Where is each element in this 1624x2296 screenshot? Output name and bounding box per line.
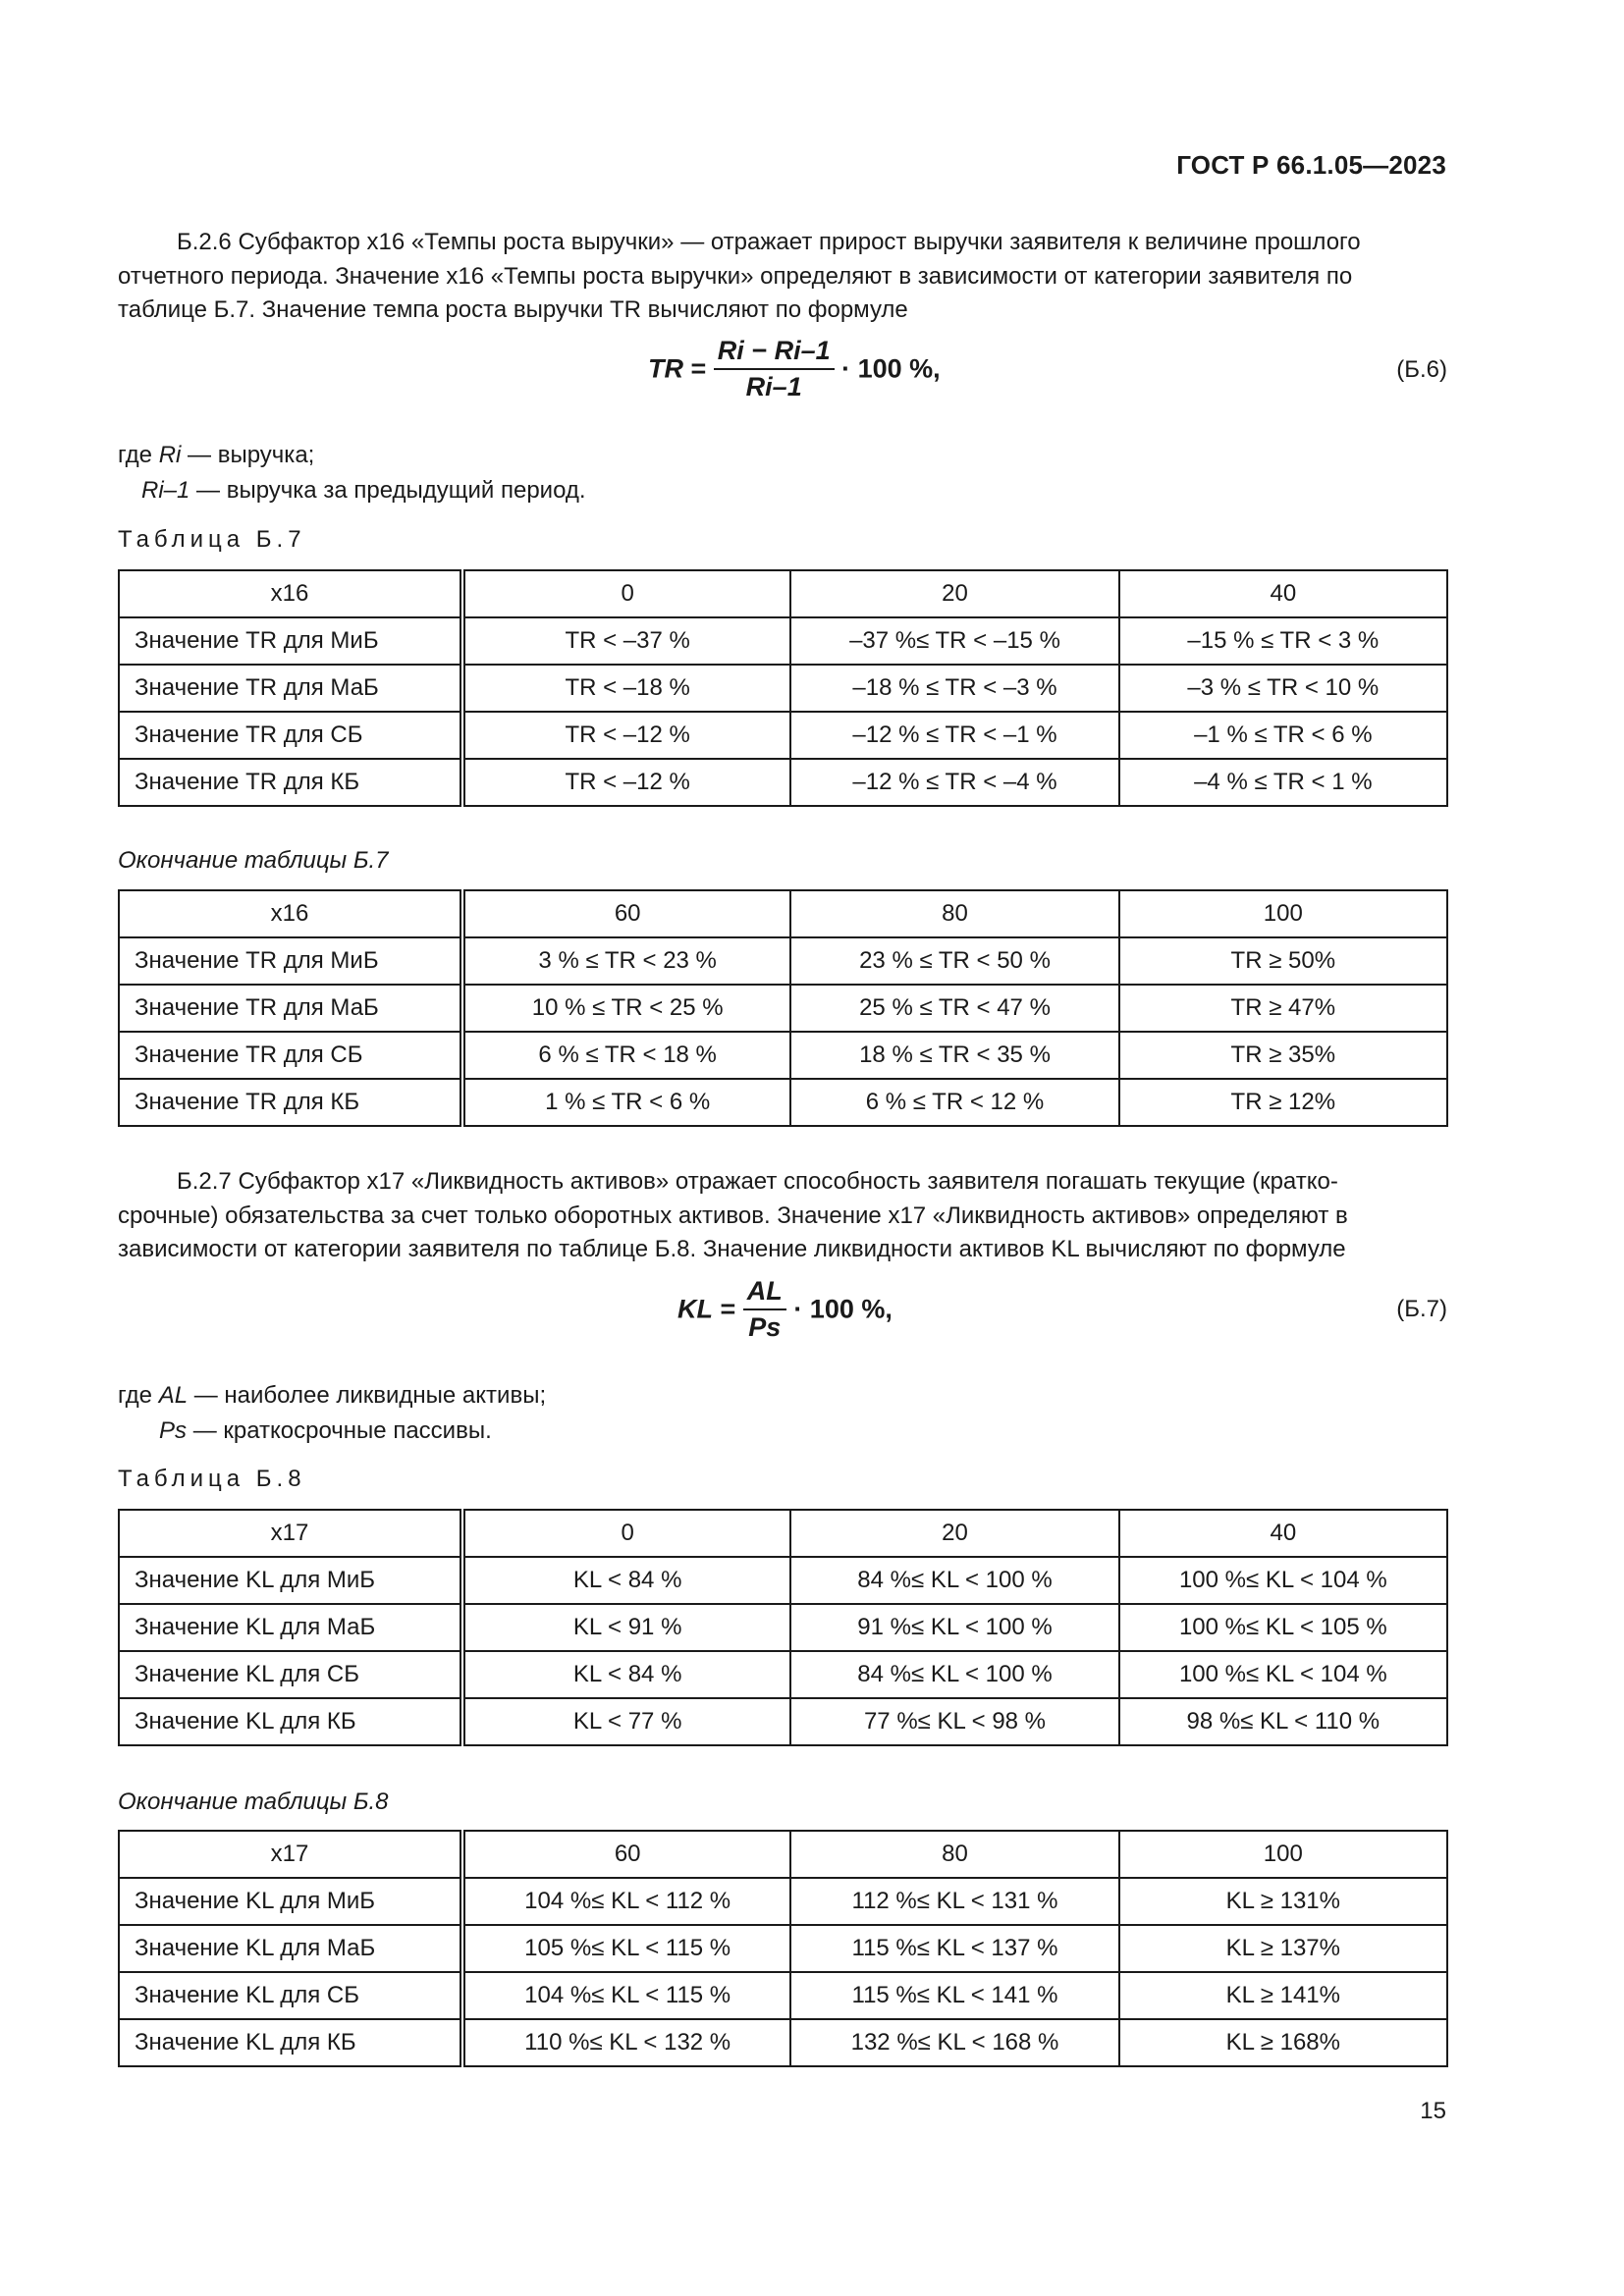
paragraph-line: таблице Б.7. Значение темпа роста выручки TR вычисляют по формуле (118, 296, 908, 323)
formula-tail: · 100 %, (841, 353, 941, 384)
formula-lhs: TR (648, 353, 683, 384)
table-row-label: Значение TR для СБ (119, 712, 462, 759)
table-header-cell: 0 (462, 1510, 790, 1557)
table-header-cell: 80 (790, 1831, 1118, 1878)
paragraph-line: Б.2.7 Субфактор x17 «Ликвидность активов» отражает способность заявителя погашать текущие (кратко- (177, 1168, 1338, 1195)
table-cell: –37 %≤ TR < –15 % (790, 617, 1118, 665)
table-row-label: Значение KL для СБ (119, 1972, 462, 2019)
table-caption-continued: Окончание таблицы Б.7 (118, 847, 389, 874)
table-header-label: x16 (119, 570, 462, 617)
where-symbol: Ri–1 (141, 477, 190, 504)
table-header-cell: 100 (1119, 890, 1447, 937)
table-header-cell: 40 (1119, 570, 1447, 617)
where-list-b6 (118, 438, 586, 508)
table-row (119, 1972, 1447, 2019)
equation-number: (Б.6) (1396, 356, 1447, 383)
table-row (119, 665, 1447, 712)
table-cell: –12 % ≤ TR < –4 % (790, 759, 1118, 806)
table-header-label: x17 (119, 1831, 462, 1878)
table-cell: 110 %≤ KL < 132 % (462, 2019, 790, 2066)
table-cell: 98 %≤ KL < 110 % (1119, 1698, 1447, 1745)
table-row-label: Значение TR для СБ (119, 1032, 462, 1079)
table-row (119, 937, 1447, 985)
formula-lhs: KL (677, 1294, 713, 1324)
formula-denominator: Ri–1 (745, 372, 802, 401)
table-row-label: Значение TR для КБ (119, 759, 462, 806)
table-caption: Таблица Б.8 (118, 1466, 306, 1492)
table-cell: KL < 84 % (462, 1651, 790, 1698)
table-row-label: Значение KL для КБ (119, 2019, 462, 2066)
table-cell: –12 % ≤ TR < –1 % (790, 712, 1118, 759)
paragraph-line: срочные) обязательства за счет только оборотных активов. Значение x17 «Ликвидность активов» определяют в (118, 1201, 1348, 1229)
paragraph-b27 (118, 1165, 1448, 1267)
table-cell: –18 % ≤ TR < –3 % (790, 665, 1118, 712)
where-symbol: Ri (158, 442, 182, 468)
table-cell: 100 %≤ KL < 104 % (1119, 1651, 1447, 1698)
table-cell: TR < –18 % (462, 665, 790, 712)
table-cell: TR ≥ 35% (1119, 1032, 1447, 1079)
table-cell: 3 % ≤ TR < 23 % (462, 937, 790, 985)
where-symbol: Ps (159, 1417, 188, 1444)
page-number: 15 (1420, 2098, 1446, 2124)
table-cell: KL ≥ 141% (1119, 1972, 1447, 2019)
table-cell: 25 % ≤ TR < 47 % (790, 985, 1118, 1032)
table-cell: 6 % ≤ TR < 18 % (462, 1032, 790, 1079)
table-row (119, 1698, 1447, 1745)
table-header-cell: 0 (462, 570, 790, 617)
table-cell: 132 %≤ KL < 168 % (790, 2019, 1118, 2066)
table-row-label: Значение TR для МиБ (119, 937, 462, 985)
where-item: где Ri — выручка; (118, 442, 315, 468)
table-row-label: Значение KL для МаБ (119, 1925, 462, 1972)
table-row (119, 985, 1447, 1032)
table-cell: 115 %≤ KL < 141 % (790, 1972, 1118, 2019)
table-b7-continued (118, 889, 1448, 1127)
formula-b7: KL = $\frac{AL}{Ps}$ · 100 %, (677, 1276, 893, 1342)
table-cell: KL ≥ 131% (1119, 1878, 1447, 1925)
table-row (119, 712, 1447, 759)
paragraph-b26 (118, 226, 1448, 328)
table-header-cell: 100 (1119, 1831, 1447, 1878)
table-row-label: Значение TR для МаБ (119, 985, 462, 1032)
table-row-label: Значение KL для СБ (119, 1651, 462, 1698)
table-cell: 91 %≤ KL < 100 % (790, 1604, 1118, 1651)
equation-number: (Б.7) (1396, 1296, 1447, 1322)
table-cell: 100 %≤ KL < 104 % (1119, 1557, 1447, 1604)
formula-b6: TR = $\frac{Ri - Ri-1}{Ri-1}$ · 100 %, (648, 336, 941, 401)
table-row (119, 1925, 1447, 1972)
table-row-label: Значение TR для МаБ (119, 665, 462, 712)
table-cell: KL < 77 % (462, 1698, 790, 1745)
table-b7 (118, 569, 1448, 807)
table-row (119, 2019, 1447, 2066)
formula-tail: · 100 %, (793, 1294, 893, 1324)
table-cell: 1 % ≤ TR < 6 % (462, 1079, 790, 1126)
table-row (119, 1557, 1447, 1604)
table-caption-continued: Окончание таблицы Б.8 (118, 1789, 389, 1815)
where-list-b7 (118, 1378, 546, 1449)
table-cell: TR ≥ 47% (1119, 985, 1447, 1032)
paragraph-line: зависимости от категории заявителя по таблице Б.8. Значение ликвидности активов KL вычисляют по формуле (118, 1236, 1346, 1262)
table-header-row (119, 1510, 1447, 1557)
table-cell: –1 % ≤ TR < 6 % (1119, 712, 1447, 759)
table-cell: TR < –37 % (462, 617, 790, 665)
table-header-cell: 60 (462, 1831, 790, 1878)
table-cell: KL ≥ 137% (1119, 1925, 1447, 1972)
table-b8 (118, 1509, 1448, 1746)
table-cell: –15 % ≤ TR < 3 % (1119, 617, 1447, 665)
table-header-cell: 60 (462, 890, 790, 937)
table-header-label: x17 (119, 1510, 462, 1557)
table-header-row (119, 890, 1447, 937)
table-cell: 105 %≤ KL < 115 % (462, 1925, 790, 1972)
table-row-label: Значение TR для КБ (119, 1079, 462, 1126)
table-header-cell: 20 (790, 1510, 1118, 1557)
table-cell: TR < –12 % (462, 759, 790, 806)
paragraph-line: отчетного периода. Значение x16 «Темпы роста выручки» определяют в зависимости от категории заявителя по (118, 262, 1353, 290)
table-cell: 115 %≤ KL < 137 % (790, 1925, 1118, 1972)
table-cell: 112 %≤ KL < 131 % (790, 1878, 1118, 1925)
table-header-cell: 40 (1119, 1510, 1447, 1557)
table-row (119, 617, 1447, 665)
formula-numerator: AL (743, 1276, 786, 1310)
table-row (119, 759, 1447, 806)
table-header-label: x16 (119, 890, 462, 937)
table-cell: TR ≥ 50% (1119, 937, 1447, 985)
table-cell: 100 %≤ KL < 105 % (1119, 1604, 1447, 1651)
paragraph-line: Б.2.6 Субфактор x16 «Темпы роста выручки» — отражает прирост выручки заявителя к величине прошлого (177, 229, 1361, 255)
table-row-label: Значение KL для КБ (119, 1698, 462, 1745)
table-row (119, 1651, 1447, 1698)
table-cell: –3 % ≤ TR < 10 % (1119, 665, 1447, 712)
table-row-label: Значение TR для МиБ (119, 617, 462, 665)
where-item: Ps — краткосрочные пассивы. (159, 1417, 492, 1444)
table-cell: 104 %≤ KL < 115 % (462, 1972, 790, 2019)
table-cell: KL < 84 % (462, 1557, 790, 1604)
table-row (119, 1604, 1447, 1651)
table-cell: 84 %≤ KL < 100 % (790, 1557, 1118, 1604)
table-cell: 77 %≤ KL < 98 % (790, 1698, 1118, 1745)
where-symbol: AL (158, 1382, 189, 1409)
table-caption: Таблица Б.7 (118, 526, 306, 553)
where-item: Ri–1 — выручка за предыдущий период. (141, 477, 586, 504)
table-cell: 6 % ≤ TR < 12 % (790, 1079, 1118, 1126)
table-cell: 84 %≤ KL < 100 % (790, 1651, 1118, 1698)
table-cell: 23 % ≤ TR < 50 % (790, 937, 1118, 985)
formula-fraction (743, 1276, 786, 1343)
table-row-label: Значение KL для МиБ (119, 1557, 462, 1604)
formula-numerator: Ri − Ri–1 (714, 336, 835, 370)
table-cell: –4 % ≤ TR < 1 % (1119, 759, 1447, 806)
document-id: ГОСТ Р 66.1.05—2023 (1176, 150, 1446, 180)
table-header-row (119, 570, 1447, 617)
table-row (119, 1032, 1447, 1079)
table-cell: 10 % ≤ TR < 25 % (462, 985, 790, 1032)
table-b8-continued (118, 1830, 1448, 2067)
table-row (119, 1079, 1447, 1126)
table-row-label: Значение KL для МаБ (119, 1604, 462, 1651)
formula-fraction (714, 336, 835, 402)
table-header-row (119, 1831, 1447, 1878)
formula-denominator: Ps (748, 1312, 782, 1342)
table-cell: 104 %≤ KL < 112 % (462, 1878, 790, 1925)
table-row-label: Значение KL для МиБ (119, 1878, 462, 1925)
table-row (119, 1878, 1447, 1925)
table-header-cell: 80 (790, 890, 1118, 937)
table-cell: TR < –12 % (462, 712, 790, 759)
table-cell: KL ≥ 168% (1119, 2019, 1447, 2066)
table-header-cell: 20 (790, 570, 1118, 617)
where-item: где AL — наиболее ликвидные активы; (118, 1382, 547, 1409)
table-cell: 18 % ≤ TR < 35 % (790, 1032, 1118, 1079)
table-cell: TR ≥ 12% (1119, 1079, 1447, 1126)
table-cell: KL < 91 % (462, 1604, 790, 1651)
